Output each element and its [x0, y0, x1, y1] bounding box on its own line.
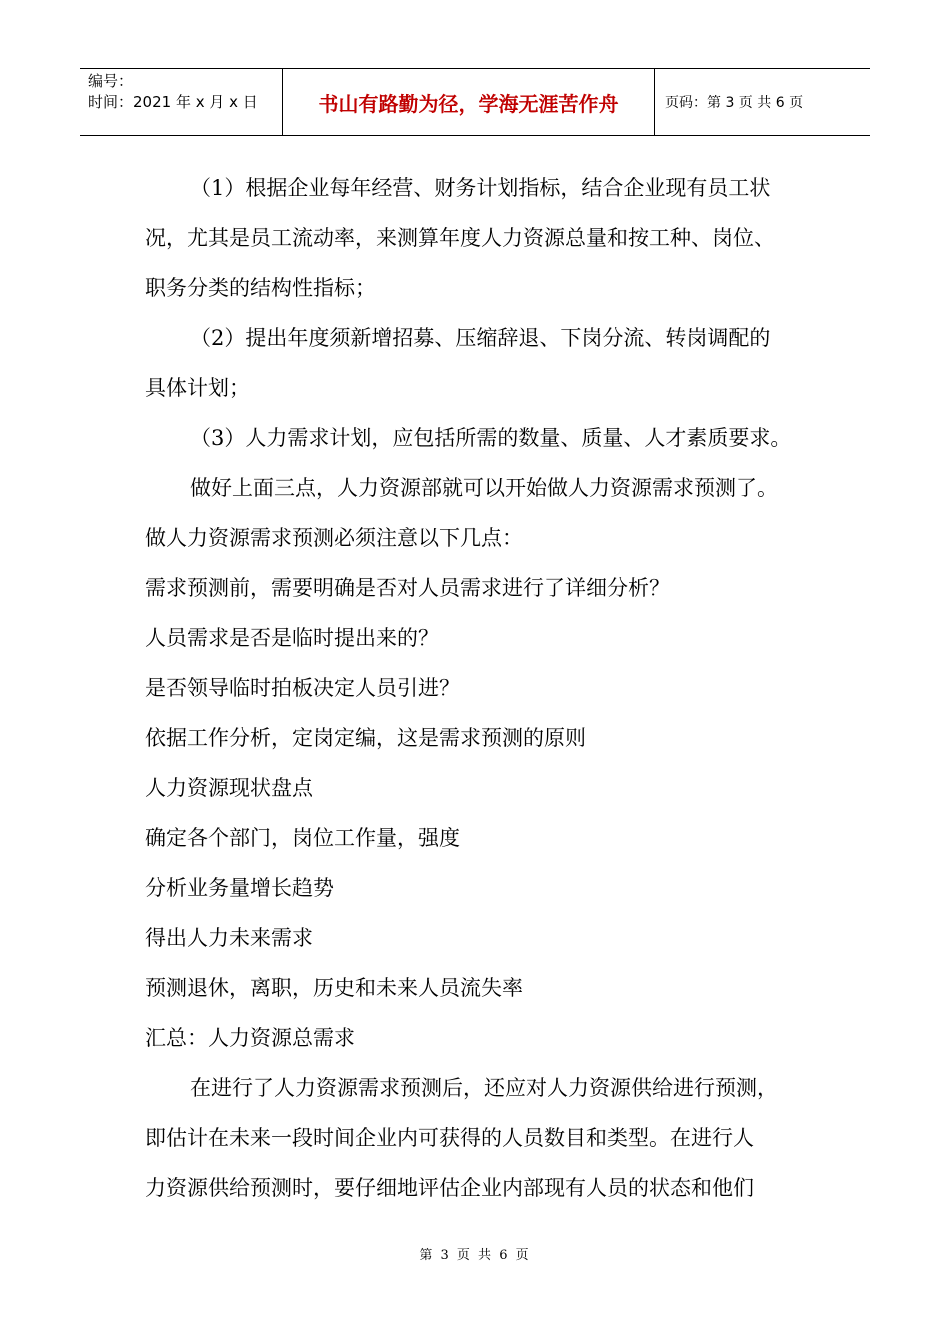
- document-number-label: 编号：: [88, 72, 134, 90]
- body-text-line: 人力资源现状盘点: [145, 776, 313, 800]
- body-text-line: （3）人力需求计划，应包括所需的数量、质量、人才素质要求。: [190, 426, 792, 450]
- header-motto: 书山有路勤为径，学海无涯苦作舟: [318, 91, 619, 116]
- body-text-line: 人员需求是否是临时提出来的？: [145, 626, 439, 650]
- body-text-line: 需求预测前，需要明确是否对人员需求进行了详细分析？: [145, 576, 670, 600]
- page-header: [80, 68, 870, 136]
- body-text-line: （1）根据企业每年经营、财务计划指标，结合企业现有员工状: [190, 176, 771, 200]
- header-page-code: 页码：第 3 页 共 6 页: [665, 95, 804, 111]
- body-text-line: 具体计划；: [145, 376, 250, 400]
- body-text-line: 即估计在未来一段时间企业内可获得的人员数目和类型。在进行人: [145, 1126, 754, 1150]
- body-text-line: 分析业务量增长趋势: [145, 876, 334, 900]
- header-info-cell: [80, 69, 283, 135]
- body-text-line: 做好上面三点，人力资源部就可以开始做人力资源需求预测了。: [190, 476, 778, 500]
- body-text-line: 在进行了人力资源需求预测后，还应对人力资源供给进行预测，: [190, 1076, 778, 1100]
- header-motto-cell: [283, 69, 655, 135]
- body-text-line: 力资源供给预测时，要仔细地评估企业内部现有人员的状态和他们: [145, 1176, 754, 1200]
- body-text-line: 得出人力未来需求: [145, 926, 313, 950]
- body-text-line: （2）提出年度须新增招募、压缩辞退、下岗分流、转岗调配的: [190, 326, 771, 350]
- body-text-line: 是否领导临时拍板决定人员引进？: [145, 676, 460, 700]
- body-text-line: 确定各个部门，岗位工作量，强度: [145, 826, 460, 850]
- document-body: [145, 163, 845, 1213]
- footer-page-indicator: 第 3 页 共 6 页: [419, 1248, 531, 1263]
- body-text-line: 职务分类的结构性指标；: [145, 276, 376, 300]
- body-text-line: 预测退休，离职，历史和未来人员流失率: [145, 976, 523, 1000]
- body-text-line: 汇总：人力资源总需求: [145, 1026, 355, 1050]
- header-page-cell: [655, 69, 870, 135]
- body-text-line: 做人力资源需求预测必须注意以下几点：: [145, 526, 523, 550]
- document-time-label: 时间：2021 年 x 月 x 日: [88, 93, 258, 111]
- body-text-line: 况，尤其是员工流动率，来测算年度人力资源总量和按工种、岗位、: [145, 226, 775, 250]
- page-footer: [0, 1244, 950, 1263]
- body-text-line: 依据工作分析，定岗定编，这是需求预测的原则: [145, 726, 586, 750]
